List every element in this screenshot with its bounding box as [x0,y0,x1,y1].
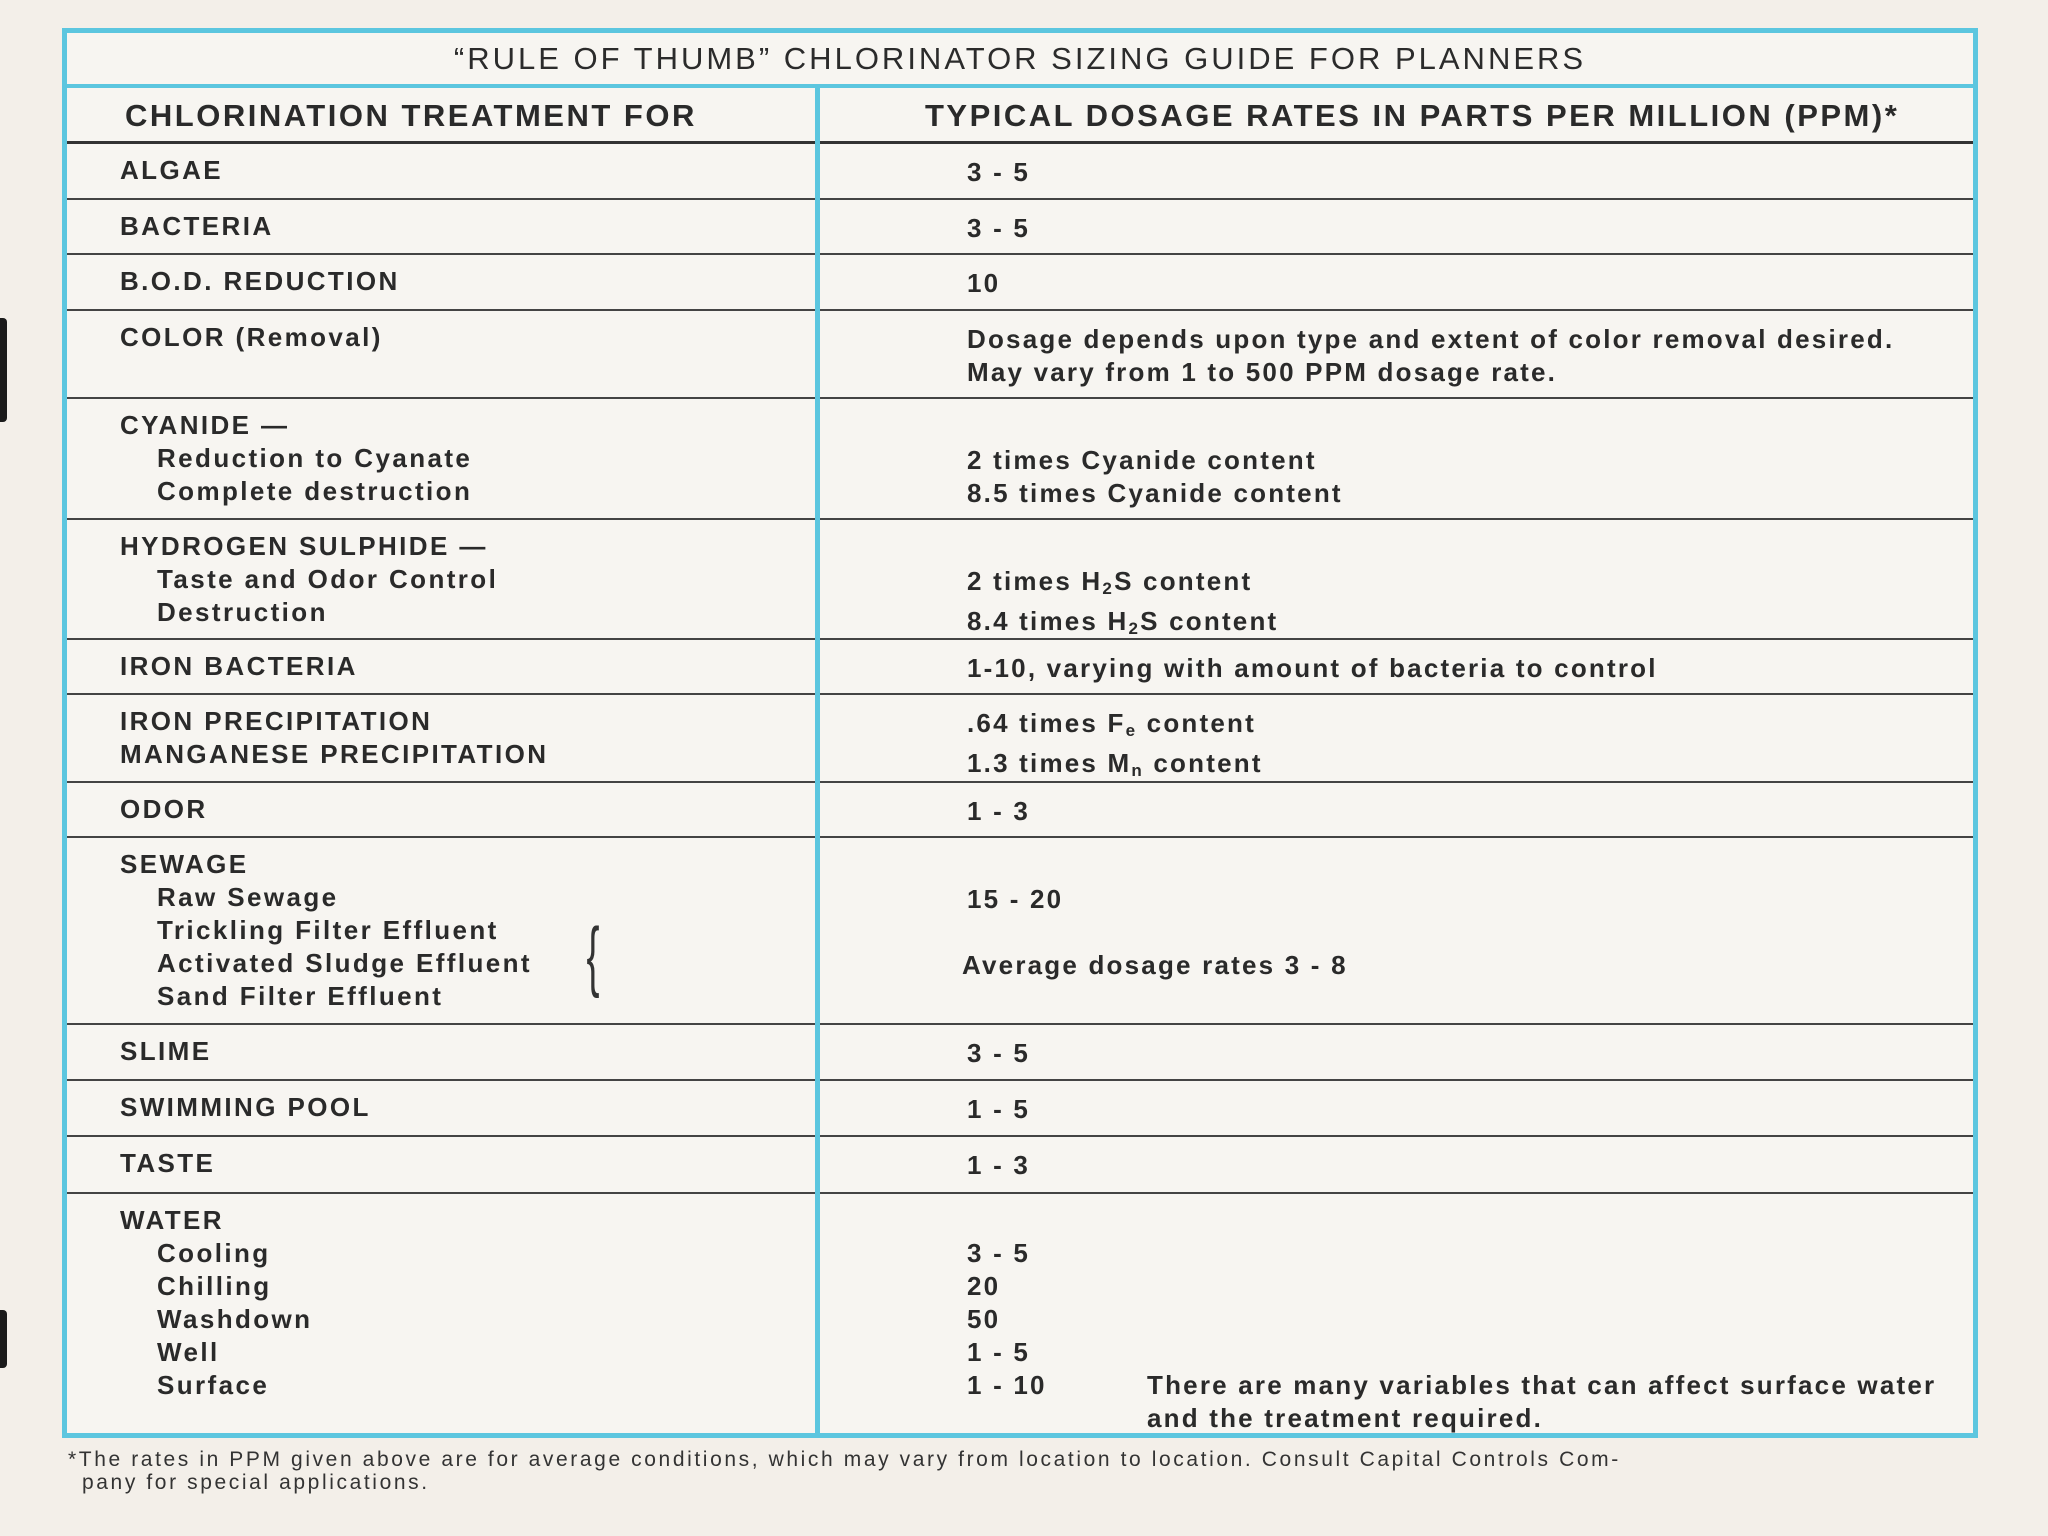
treatment-name: COLOR (Removal) [120,322,383,352]
treatment-name: SWIMMING POOL [120,1092,371,1122]
treatment-name: IRON BACTERIA [120,651,358,681]
dosage-value: Average dosage rates 3 - 8 [962,950,1348,980]
footnote [68,1448,1898,1494]
dosage-text: S content [1140,606,1279,636]
dosage-text: S content [1114,566,1253,596]
dosage-line: 50 [967,1304,1001,1334]
treatment-name: IRON PRECIPITATION [120,706,433,736]
dosage-group [967,565,1927,645]
treatment-name: MANGANESE PRECIPITATION [120,739,549,769]
dosage-value: 10 [967,268,1001,298]
treatment-name: BACTERIA [120,211,274,241]
dosage-value: 1 - 5 [967,1094,1031,1124]
treatment-subitem: Cooling [157,1238,271,1268]
dosage-text: 1.3 times M [967,748,1132,778]
table-row-cyanide [67,399,1973,520]
binding-mark-bottom [0,1310,7,1368]
dosage-line: 2 times Cyanide content [967,445,1317,475]
dosage-value: 1-10, varying with amount of bacteria to control [967,653,1658,683]
subscript: 2 [1128,619,1141,638]
dosage-line: 3 - 5 [967,1238,1031,1268]
treatment-group [120,848,800,1013]
header-dosage: TYPICAL DOSAGE RATES IN PARTS PER MILLION (PPM)* [925,98,1900,133]
table-row-iron-bacteria [67,640,1973,695]
footnote-line: *The rates in PPM given above are for average conditions, which may vary from location to location. Consult Capital Controls Com- [68,1448,1621,1471]
dosage-text: content [1137,708,1256,738]
table-row-slime [67,1025,1973,1081]
subscript: 2 [1102,579,1115,598]
treatment-group [120,705,800,771]
header-treatment: CHLORINATION TREATMENT FOR [125,98,697,133]
dosage-line [967,707,1927,747]
treatment-subitem: Reduction to Cyanate [157,443,473,473]
dosage-group [967,444,1927,510]
grouping-brace-icon: { [586,911,600,999]
table-row-water [67,1194,1973,1433]
treatment-group [120,1204,800,1402]
treatment-name: SLIME [120,1036,212,1066]
subscript: n [1131,761,1144,780]
dosage-group [967,707,1927,787]
table-header-row [67,88,1973,144]
treatment-subitem: Surface [157,1370,270,1400]
binding-mark-top [0,318,7,422]
treatment-subitem: Well [157,1337,220,1367]
sizing-guide-table [62,28,1978,1438]
dosage-text: content [1143,748,1263,778]
treatment-name: SEWAGE [120,849,249,879]
dosage-line: Dosage depends upon type and extent of color removal desired. [967,324,1895,354]
dosage-line [967,747,1927,787]
treatment-name: WATER [120,1205,224,1235]
dosage-text: 2 times H [967,566,1103,596]
column-divider [815,88,820,1438]
dosage-line: 1 - 5 [967,1337,1031,1367]
treatment-name: TASTE [120,1148,216,1178]
treatment-subitem: Chilling [157,1271,272,1301]
treatment-subitem: Activated Sludge Effluent [157,948,532,978]
treatment-subitem: Destruction [157,597,328,627]
treatment-subitem: Trickling Filter Effluent [157,915,499,945]
treatment-group [120,409,800,508]
table-row-precipitation [67,695,1973,783]
table-row-bacteria [67,200,1973,255]
treatment-subitem: Washdown [157,1304,313,1334]
dosage-line: May vary from 1 to 500 PPM dosage rate. [967,357,1558,387]
treatment-name: CYANIDE — [120,410,290,440]
note-line: There are many variables that can affect surface water [1147,1370,1937,1400]
dosage-value: 1 - 3 [967,796,1031,826]
dosage-text: 8.4 times H [967,606,1129,636]
dosage-value: 3 - 5 [967,213,1031,243]
treatment-name: ALGAE [120,155,223,185]
table-row-hydrogen-sulphide [67,520,1973,640]
footnote-line: pany for special applications. [82,1471,430,1494]
dosage-line: 20 [967,1271,1001,1301]
dosage-line [967,605,1927,645]
treatment-subitem: Taste and Odor Control [157,564,499,594]
dosage-value [967,323,1927,389]
table-row-color [67,311,1973,399]
note-line: and the treatment required. [1147,1403,1544,1433]
treatment-subitem: Complete destruction [157,476,473,506]
dosage-line [967,565,1927,605]
table-row-swimming-pool [67,1081,1973,1137]
dosage-line: 1 - 10 [967,1370,1047,1400]
table-row-odor [67,783,1973,838]
treatment-subitem: Sand Filter Effluent [157,981,444,1011]
treatment-name: HYDROGEN SULPHIDE — [120,531,488,561]
dosage-value: 3 - 5 [967,1038,1031,1068]
treatment-name: ODOR [120,794,208,824]
table-row-sewage [67,838,1973,1025]
treatment-group [120,530,800,629]
dosage-value: 15 - 20 [967,884,1064,914]
dosage-text: .64 times F [967,708,1126,738]
treatment-subitem: Raw Sewage [157,882,339,912]
table-row-taste [67,1137,1973,1194]
table-row-bod [67,255,1973,311]
subscript: e [1125,721,1138,740]
table-row-algae [67,144,1973,200]
treatment-name: B.O.D. REDUCTION [120,266,400,296]
dosage-line: 8.5 times Cyanide content [967,478,1343,508]
surface-water-note [1147,1369,1967,1435]
dosage-value: 1 - 3 [967,1150,1031,1180]
table-title: “RULE OF THUMB” CHLORINATOR SIZING GUIDE FOR PLANNERS [67,33,1973,88]
dosage-value: 3 - 5 [967,157,1031,187]
